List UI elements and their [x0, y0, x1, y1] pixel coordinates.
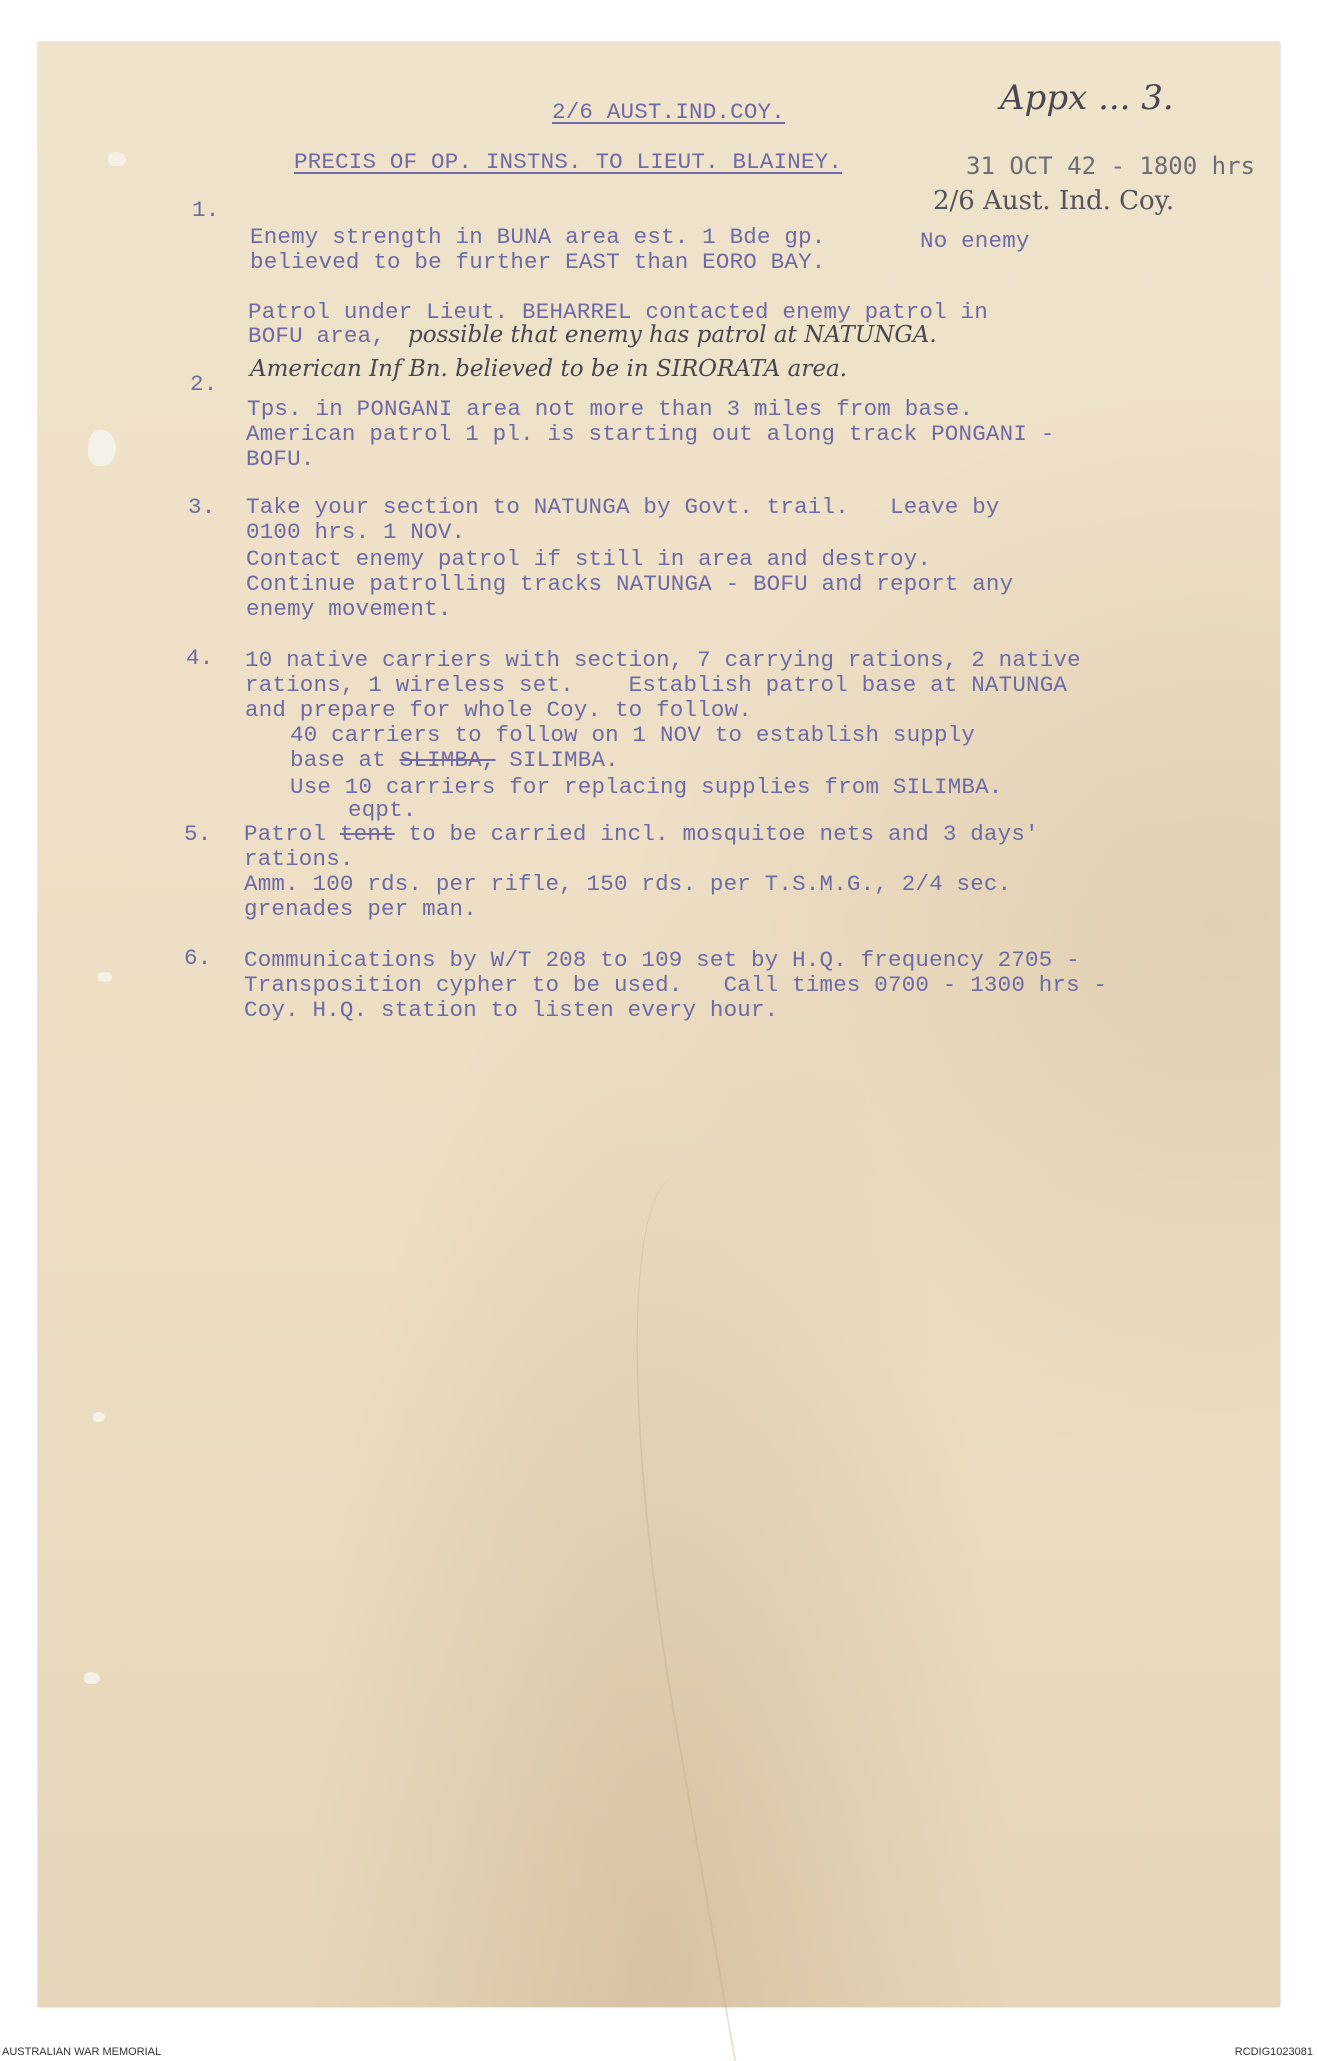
- punch-hole-4: [93, 1412, 105, 1422]
- section-2-line-1: Tps. in PONGANI area not more than 3 miles from base.: [247, 396, 974, 422]
- section-4-struck-word: SLIMBA,: [399, 747, 496, 773]
- punch-hole-3: [84, 1672, 100, 1684]
- punch-hole-2: [108, 152, 126, 166]
- section-5-line-4: grenades per man.: [244, 896, 477, 922]
- section-1-line-1b: No enemy: [920, 228, 1030, 254]
- section-5-line-1: [244, 822, 1039, 847]
- section-2-number: 2.: [190, 371, 218, 397]
- footer-credit: AUSTRALIAN WAR MEMORIAL: [2, 2046, 162, 2058]
- section-2-line-3: BOFU.: [246, 446, 315, 472]
- section-1-handwritten-2: American Inf Bn. believed to be in SIRORATA area.: [250, 356, 848, 382]
- section-1-line-4: BOFU area,: [248, 323, 386, 349]
- section-1-handwritten-1: possible that enemy has patrol at NATUNGA.: [408, 322, 937, 348]
- section-5-number: 5.: [184, 821, 212, 847]
- section-2-line-2: American patrol 1 pl. is starting out along track PONGANI -: [246, 421, 1055, 447]
- section-4-number: 4.: [186, 645, 214, 671]
- section-1-line-2: believed to be further EAST than EORO BAY.: [250, 249, 826, 275]
- section-5-line-1b: to be carried incl. mosquitoe nets and 3 days': [394, 821, 1039, 847]
- footer-record-id: RCDIG1023081: [1234, 2046, 1313, 2058]
- section-6-line-1: Communications by W/T 208 to 109 set by H.Q. frequency 2705 -: [244, 947, 1080, 973]
- section-5-struck-word: tent: [339, 821, 395, 847]
- section-4-line-5: [290, 748, 619, 773]
- section-3-line-2: 0100 hrs. 1 NOV.: [246, 519, 466, 545]
- section-5-line-2: rations.: [244, 846, 354, 872]
- unit-stamp: 2/6 Aust. Ind. Coy.: [933, 186, 1175, 216]
- section-4-line-6: Use 10 carriers for replacing supplies from SILIMBA.: [290, 774, 1003, 800]
- section-6-line-3: Coy. H.Q. station to listen every hour.: [244, 997, 779, 1023]
- punch-hole-1: [88, 430, 116, 466]
- section-4-line-5b: SILIMBA.: [495, 747, 619, 773]
- section-3-line-1: Take your section to NATUNGA by Govt. trail. Leave by: [246, 494, 1000, 520]
- section-6-number: 6.: [184, 945, 212, 971]
- section-1-line-3: Patrol under Lieut. BEHARREL contacted enemy patrol in: [248, 299, 988, 325]
- section-6-line-2: Transposition cypher to be used. Call times 0700 - 1300 hrs -: [244, 972, 1108, 998]
- punch-hole-5: [98, 972, 112, 982]
- section-4-line-2: rations, 1 wireless set. Establish patrol base at NATUNGA: [245, 672, 1068, 698]
- document-title: PRECIS OF OP. INSTNS. TO LIEUT. BLAINEY.: [294, 149, 843, 175]
- section-4-line-5a: base at: [290, 747, 400, 773]
- section-3-line-3: Contact enemy patrol if still in area and destroy.: [246, 546, 932, 572]
- section-4-line-3: and prepare for whole Coy. to follow.: [245, 697, 752, 723]
- document-heading: 2/6 AUST.IND.COY.: [552, 99, 785, 125]
- section-5-line-1a: Patrol: [244, 821, 340, 847]
- date-stamp: 31 OCT 42 - 1800 hrs: [966, 152, 1255, 180]
- section-4-line-7: eqpt.: [348, 797, 417, 823]
- section-5-line-3: Amm. 100 rds. per rifle, 150 rds. per T.S.M.G., 2/4 sec.: [244, 871, 1012, 897]
- appendix-annotation: Appx ... 3.: [1000, 78, 1174, 118]
- section-4-line-1: 10 native carriers with section, 7 carrying rations, 2 native: [245, 647, 1081, 673]
- section-1-number: 1.: [192, 197, 220, 223]
- section-3-line-5: enemy movement.: [246, 596, 452, 622]
- section-3-number: 3.: [188, 494, 216, 520]
- section-1-line-1a: Enemy strength in BUNA area est. 1 Bde gp.: [250, 224, 826, 250]
- section-4-line-4: 40 carriers to follow on 1 NOV to establish supply: [290, 722, 976, 748]
- section-3-line-4: Continue patrolling tracks NATUNGA - BOFU and report any: [246, 571, 1014, 597]
- paper-fold-line: [581, 1165, 897, 2061]
